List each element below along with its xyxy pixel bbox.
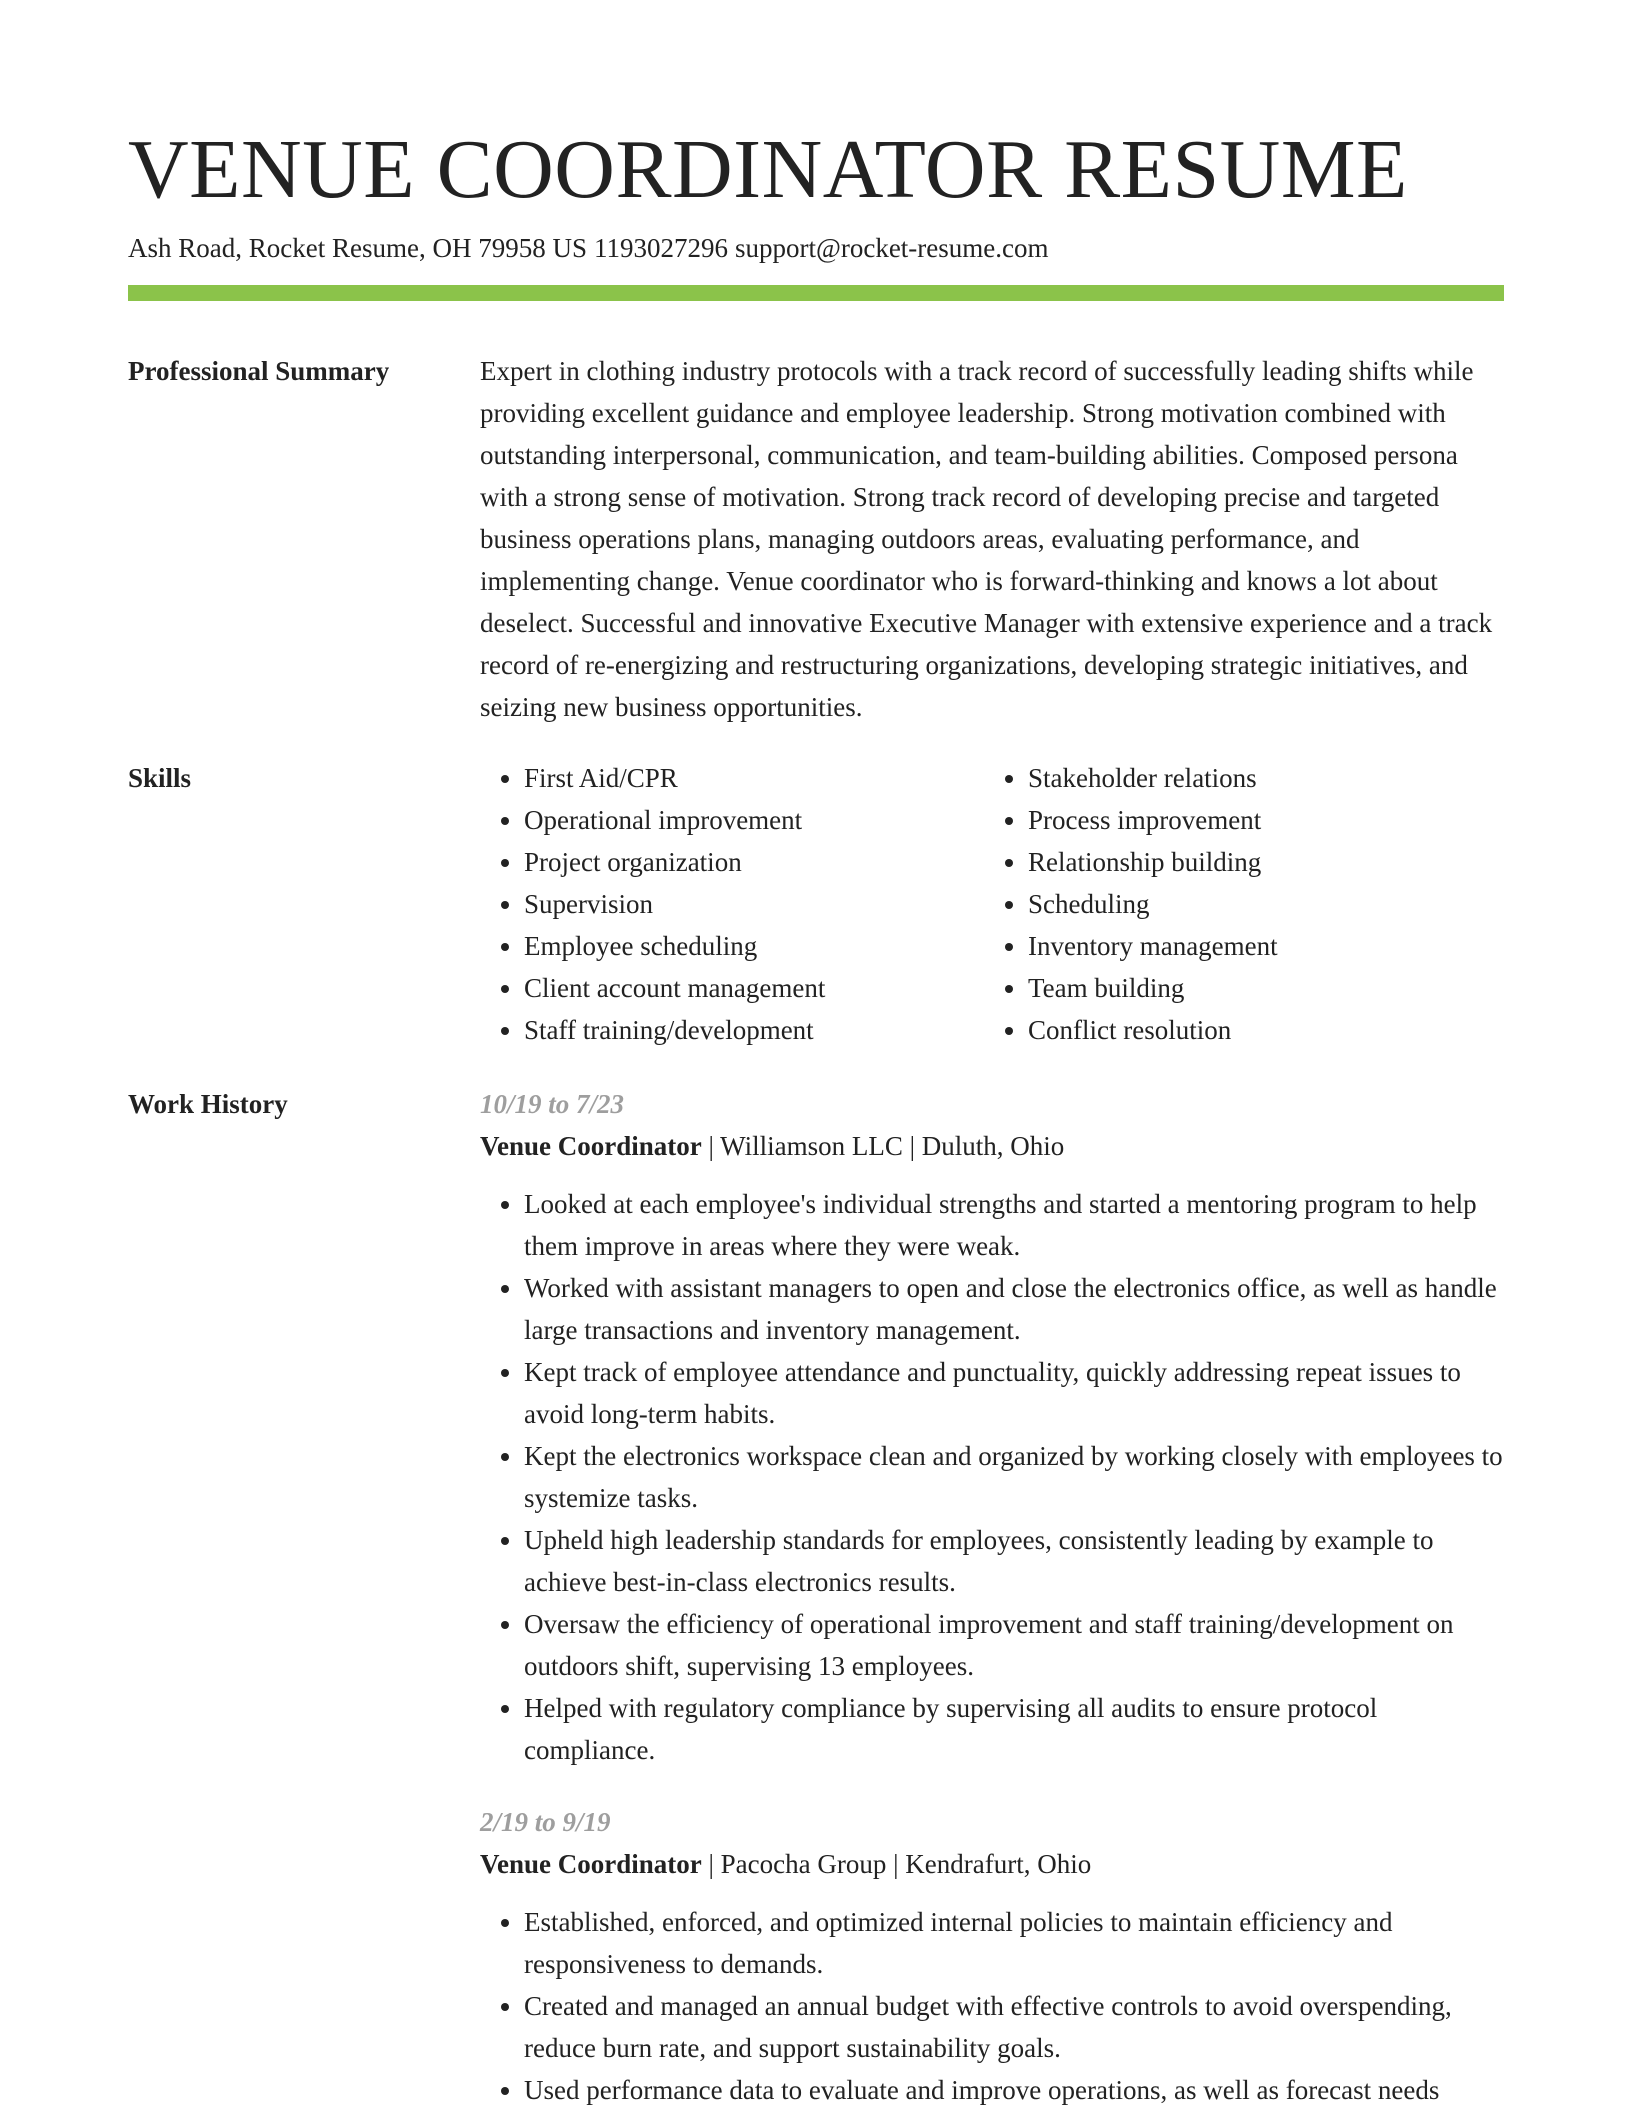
skill-item: • Employee scheduling [524, 925, 984, 967]
skill-item: • First Aid/CPR [524, 757, 984, 799]
summary-text: Expert in clothing industry protocols with a track record of successfully leading shifts while providing excellent guidance and employee leadership. Strong motivation combined with outstanding interpersonal, communication, and team-building abilities. Composed persona with a strong sense of motivation. Strong track record of developing precise and targeted business operations plans, managing outdoors areas, evaluating performance, and implementing change. Venue coordinator who is forward-thinking and knows a lot about deselect. Successful and innovative Executive Manager with extensive experience and a track record of re-energizing and restructuring organizations, developing strategic initiatives, and seizing new business opportunities. [480, 356, 1493, 722]
job-bullet: • Helped with regulatory compliance by supervising all audits to ensure protocol compliance. [524, 1687, 1504, 1771]
job-employer-location: | Pacocha Group | Kendrafurt, Ohio [701, 1849, 1092, 1879]
job-entry [480, 1083, 1504, 1771]
contact-phone: 1193027296 [593, 233, 728, 263]
skill-item: • Operational improvement [524, 799, 984, 841]
skill-item: • Process improvement [1028, 799, 1488, 841]
skills-list-right [984, 757, 1488, 1051]
skill-item: • Relationship building [1028, 841, 1488, 883]
skill-item: • Team building [1028, 967, 1488, 1009]
job-bullet: • Kept track of employee attendance and punctuality, quickly addressing repeat issues to avoid long-term habits. [524, 1351, 1504, 1435]
job-bullets [480, 1901, 1504, 2111]
skills-list-left [480, 757, 984, 1051]
job-bullet: • Used performance data to evaluate and improve operations, as well as forecast needs [524, 2069, 1504, 2111]
job-bullets [480, 1183, 1504, 1771]
job-dates: 2/19 to 9/19 [480, 1807, 611, 1837]
skill-item: • Supervision [524, 883, 984, 925]
skill-item: • Conflict resolution [1028, 1009, 1488, 1051]
contact-email: support@rocket-resume.com [734, 233, 1049, 263]
job-employer-location: | Williamson LLC | Duluth, Ohio [701, 1131, 1065, 1161]
job-title: Venue Coordinator [480, 1849, 702, 1879]
header-divider [128, 285, 1504, 301]
contact-address: Ash Road, Rocket Resume, OH 79958 US [128, 233, 587, 263]
job-bullet: • Upheld high leadership standards for employees, consistently leading by example to achieve best-in-class electronics results. [524, 1519, 1504, 1603]
job-bullet: • Kept the electronics workspace clean and organized by working closely with employees to systemize tasks. [524, 1435, 1504, 1519]
job-entry [480, 1801, 1504, 2111]
job-bullet: • Looked at each employee's individual strengths and started a mentoring program to help them improve in areas where they were weak. [524, 1183, 1504, 1267]
skills-body [480, 757, 1504, 1051]
job-bullet: • Created and managed an annual budget with effective controls to avoid overspending, reduce burn rate, and support sustainability goals. [524, 1985, 1504, 2069]
summary-label: Professional Summary [128, 356, 390, 386]
job-bullet: • Worked with assistant managers to open and close the electronics office, as well as handle large transactions and inventory management. [524, 1267, 1504, 1351]
work-history-body [480, 1083, 1504, 2111]
work-history-label: Work History [128, 1089, 288, 1119]
skills-label: Skills [128, 763, 192, 793]
job-heading [480, 1125, 1504, 1167]
skill-item: • Scheduling [1028, 883, 1488, 925]
skill-item: • Project organization [524, 841, 984, 883]
skill-item: • Staff training/development [524, 1009, 984, 1051]
job-title: Venue Coordinator [480, 1131, 702, 1161]
job-bullet: • Established, enforced, and optimized internal policies to maintain efficiency and responsiveness to demands. [524, 1901, 1504, 1985]
job-heading [480, 1843, 1504, 1885]
summary-body [480, 350, 1504, 728]
skill-item: • Client account management [524, 967, 984, 1009]
job-bullet: • Oversaw the efficiency of operational improvement and staff training/development on outdoors shift, supervising 13 employees. [524, 1603, 1504, 1687]
job-dates: 10/19 to 7/23 [480, 1089, 625, 1119]
skill-item: • Inventory management [1028, 925, 1488, 967]
skill-item: • Stakeholder relations [1028, 757, 1488, 799]
contact-line [128, 230, 1049, 266]
resume-title: VENUE COORDINATOR RESUME [128, 123, 1408, 216]
